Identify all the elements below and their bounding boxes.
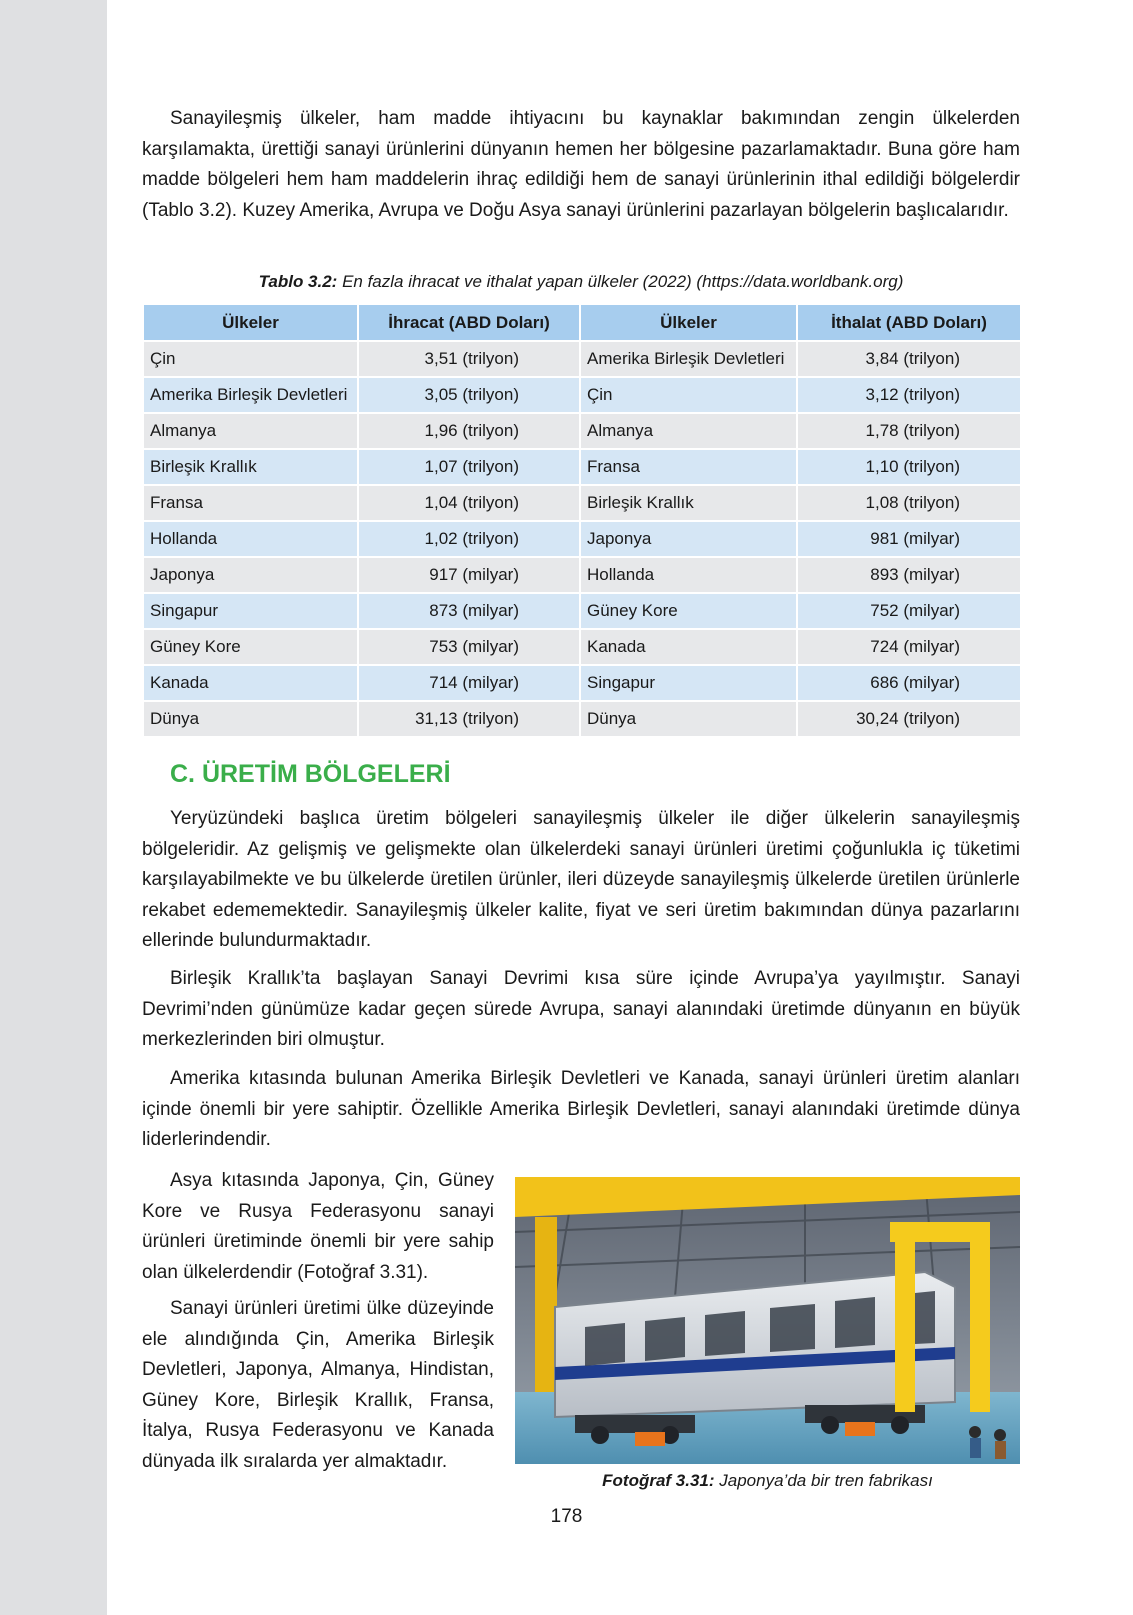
importer-country-cell: Fransa: [580, 449, 797, 485]
exporter-country-cell: Singapur: [143, 593, 358, 629]
exporter-country-cell: Amerika Birleşik Devletleri: [143, 377, 358, 413]
importer-country-cell: Dünya: [580, 701, 797, 737]
header-export-value: İhracat (ABD Doları): [358, 304, 580, 341]
exporter-country-cell: Almanya: [143, 413, 358, 449]
production-regions-paragraph: Yeryüzündeki başlıca üretim bölgeleri sanayileşmiş ülkeler ile diğer ülkelerin sanayileşmiş bölgeleridir. Az gelişmiş ve gelişmekte olan ülkelerdeki sanayi ürünleri üretimi çoğunlukla iç tüketimi karşılayabilmekte ve bu ülkelerde üretilen ürünler, ileri düzeyde sanayileşmiş ülkelerde üretilen ürünlerle rekabet edememektedir. Sanayileşmiş ülkeler kalite, fiyat ve seri üretim bakımından dünya pazarlarını ellerinde bulundurmaktadır.: [142, 808, 1020, 951]
page-side-strip: [0, 0, 107, 1615]
asia-paragraph: Asya kıtasında Japonya, Çin, Güney Kore ve Rusya Federasyonu sanayi ürünleri üretiminde önemli bir yere sahip olan ülkelerdendir (Fotoğraf 3.31).: [142, 1170, 494, 1283]
exporter-country-cell: Japonya: [143, 557, 358, 593]
table-row: [143, 701, 1021, 737]
photo-caption-text: Japonya’da bir tren fabrikası: [714, 1471, 933, 1490]
table-row: [143, 485, 1021, 521]
table-caption-text: En fazla ihracat ve ithalat yapan ülkeler (2022) (https://data.worldbank.org): [337, 272, 904, 291]
export-value-cell: 714 (milyar): [358, 665, 580, 701]
importer-country-cell: Amerika Birleşik Devletleri: [580, 341, 797, 377]
exporter-country-cell: Birleşik Krallık: [143, 449, 358, 485]
exporter-country-cell: Dünya: [143, 701, 358, 737]
america-paragraph: Amerika kıtasında bulunan Amerika Birleşik Devletleri ve Kanada, sanayi ürünleri üretim alanları içinde önemli bir yere sahiptir. Özellikle Amerika Birleşik Devletleri, sanayi alanındaki üretimde dünya liderlerindendir.: [142, 1068, 1020, 1150]
import-value-cell: 893 (milyar): [797, 557, 1021, 593]
export-value-cell: 1,96 (trilyon): [358, 413, 580, 449]
importer-country-cell: Güney Kore: [580, 593, 797, 629]
table-caption: [142, 272, 1020, 292]
export-value-cell: 917 (milyar): [358, 557, 580, 593]
section-heading: C. ÜRETİM BÖLGELERİ: [170, 760, 451, 788]
table-row: [143, 629, 1021, 665]
table-row: [143, 593, 1021, 629]
exporter-country-cell: Güney Kore: [143, 629, 358, 665]
table-row: [143, 413, 1021, 449]
exporter-country-cell: Çin: [143, 341, 358, 377]
header-import-value: İthalat (ABD Doları): [797, 304, 1021, 341]
export-value-cell: 3,51 (trilyon): [358, 341, 580, 377]
import-value-cell: 981 (milyar): [797, 521, 1021, 557]
import-value-cell: 1,10 (trilyon): [797, 449, 1021, 485]
export-value-cell: 753 (milyar): [358, 629, 580, 665]
table-header-row: [143, 304, 1021, 341]
table-row: [143, 557, 1021, 593]
table-row: [143, 377, 1021, 413]
intro-paragraph: Sanayileşmiş ülkeler, ham madde ihtiyacını bu kaynaklar bakımından zengin ülkelerden karşılamakta, ürettiği sanayi ürünlerini dünyanın hemen her bölgesine pazarlamaktadır. Buna göre ham madde bölgeleri hem ham maddelerin ihraç edildiği hem de sanayi ürünlerinin ithal edildiği bölgelerdir (Tablo 3.2). Kuzey Amerika, Avrupa ve Doğu Asya sanayi ürünlerini pazarlayan bölgelerin başlıcalarıdır.: [142, 108, 1020, 221]
europe-paragraph: Birleşik Krallık’ta başlayan Sanayi Devrimi kısa süre içinde Avrupa’ya yayılmıştır. Sanayi Devrimi’nden günümüze kadar geçen sürede Avrupa, sanayi alanındaki üretimde dünyanın en büyük merkezlerinden biri olmuştur.: [142, 968, 1020, 1050]
header-exporter-countries: Ülkeler: [143, 304, 358, 341]
import-value-cell: 30,24 (trilyon): [797, 701, 1021, 737]
import-value-cell: 1,08 (trilyon): [797, 485, 1021, 521]
exporter-country-cell: Hollanda: [143, 521, 358, 557]
importer-country-cell: Birleşik Krallık: [580, 485, 797, 521]
import-value-cell: 686 (milyar): [797, 665, 1021, 701]
importer-country-cell: Japonya: [580, 521, 797, 557]
import-value-cell: 3,12 (trilyon): [797, 377, 1021, 413]
exporter-country-cell: Fransa: [143, 485, 358, 521]
table-row: [143, 521, 1021, 557]
export-value-cell: 3,05 (trilyon): [358, 377, 580, 413]
header-importer-countries: Ülkeler: [580, 304, 797, 341]
exporter-country-cell: Kanada: [143, 665, 358, 701]
country-ranking-paragraph: Sanayi ürünleri üretimi ülke düzeyinde ele alındığında Çin, Amerika Birleşik Devletleri, Japonya, Almanya, Hindistan, Güney Kore, Birleşik Krallık, Fransa, İtalya, Rusya Federasyonu ve Kanada dünyada ilk sıralarda yer almaktadır.: [142, 1298, 494, 1472]
import-value-cell: 1,78 (trilyon): [797, 413, 1021, 449]
table-body: [143, 341, 1021, 737]
import-value-cell: 3,84 (trilyon): [797, 341, 1021, 377]
page-number: 178: [550, 1506, 583, 1527]
table-row: [143, 341, 1021, 377]
importer-country-cell: Singapur: [580, 665, 797, 701]
train-factory-photo: [515, 1177, 1020, 1464]
importer-country-cell: Kanada: [580, 629, 797, 665]
table-row: [143, 449, 1021, 485]
export-value-cell: 1,04 (trilyon): [358, 485, 580, 521]
import-value-cell: 752 (milyar): [797, 593, 1021, 629]
export-value-cell: 1,07 (trilyon): [358, 449, 580, 485]
export-value-cell: 873 (milyar): [358, 593, 580, 629]
importer-country-cell: Hollanda: [580, 557, 797, 593]
importer-country-cell: Almanya: [580, 413, 797, 449]
trade-table: [142, 303, 1022, 738]
import-value-cell: 724 (milyar): [797, 629, 1021, 665]
photo-caption-label: Fotoğraf 3.31:: [602, 1471, 715, 1490]
table-caption-label: Tablo 3.2:: [258, 272, 338, 291]
export-value-cell: 1,02 (trilyon): [358, 521, 580, 557]
table-row: [143, 665, 1021, 701]
export-value-cell: 31,13 (trilyon): [358, 701, 580, 737]
importer-country-cell: Çin: [580, 377, 797, 413]
photo-caption: [515, 1471, 1020, 1491]
